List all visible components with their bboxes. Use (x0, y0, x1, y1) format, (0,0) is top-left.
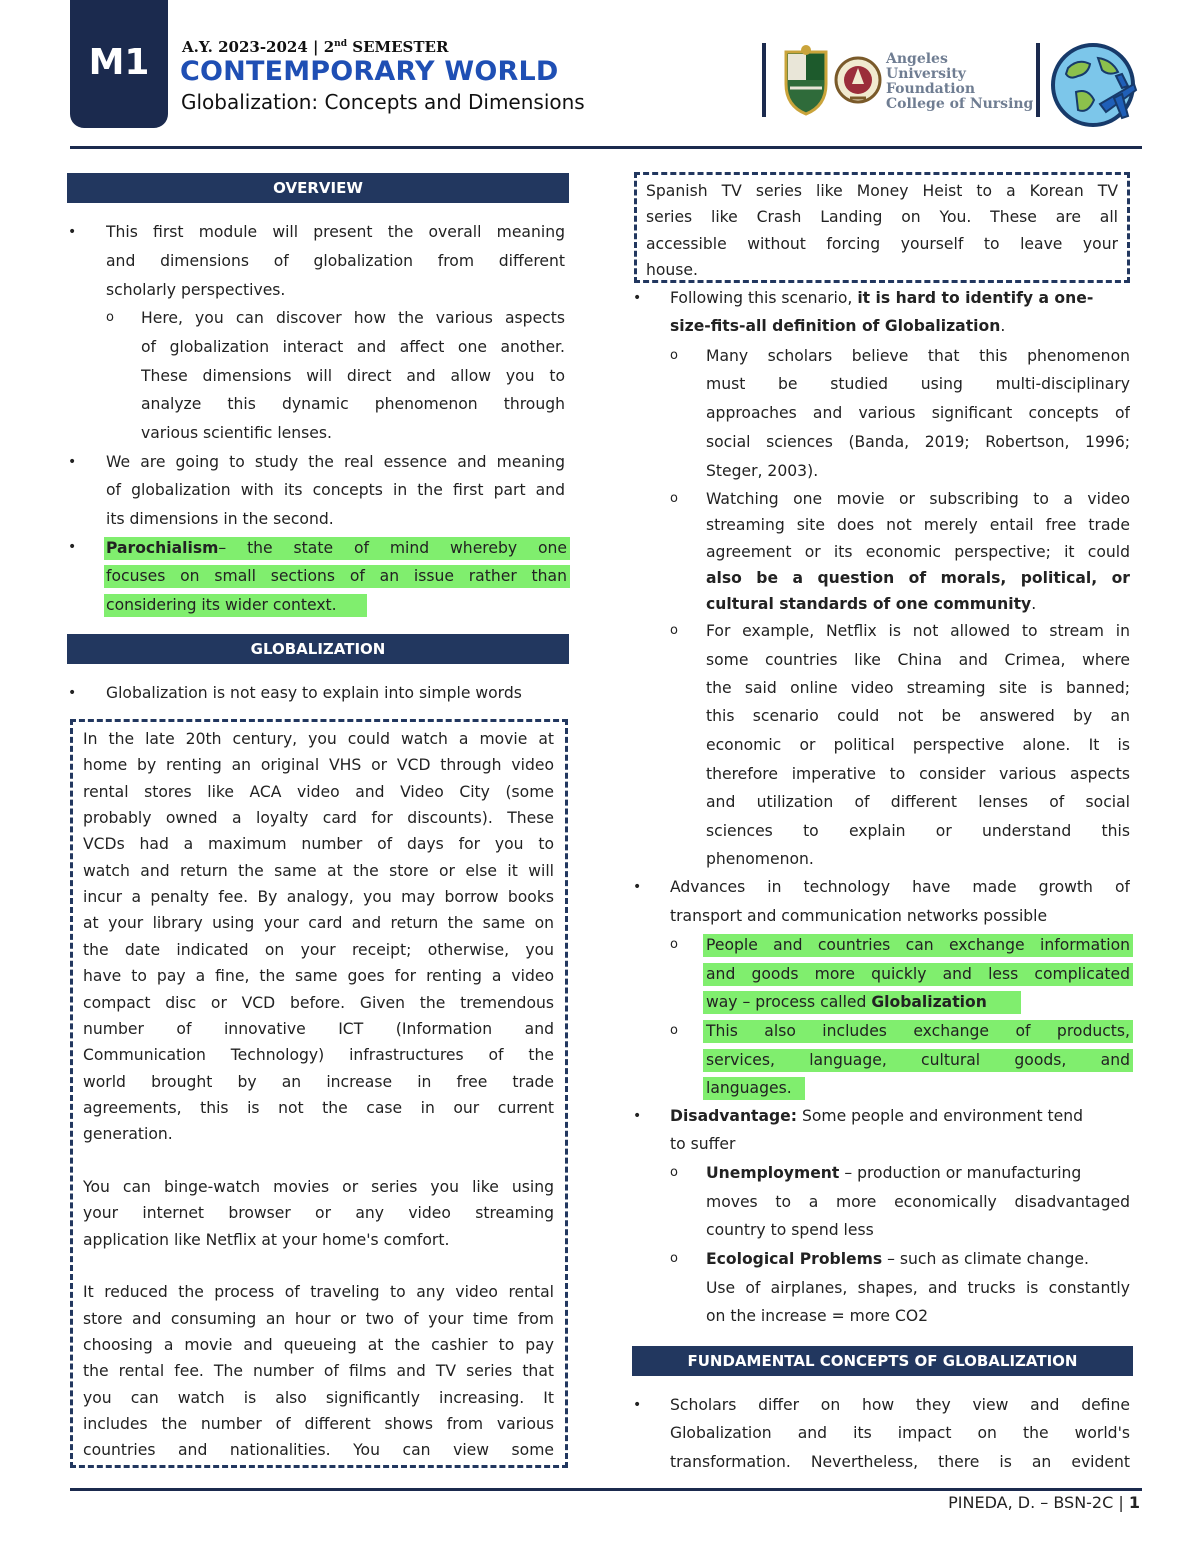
institution-line: Angeles (886, 51, 948, 67)
box-text-line: generation. (83, 1125, 173, 1143)
text-line: analyze this dynamic phenomenon through (141, 395, 565, 413)
text-line: Many scholars believe that this phenomenon (706, 347, 1130, 365)
text-line: This also includes exchange of products, (703, 1020, 1133, 1043)
box-text-line: incur a penalty fee. By analogy, you may borrow books (83, 888, 554, 906)
scenario-box-left (70, 719, 568, 1468)
text-line (670, 288, 1093, 308)
bullet-icon: • (633, 1108, 642, 1124)
globe-airplane-icon (1048, 40, 1138, 130)
sub-bullet-icon: o (670, 937, 678, 952)
text-line: Advances in technology have made growth of (670, 878, 1130, 896)
course-title: CONTEMPORARY WORLD (180, 56, 559, 87)
box-text-line: agreements, this is not the case in our current (83, 1099, 554, 1117)
scenario-plain: Following this scenario, (670, 289, 858, 307)
box-text-line: In the late 20th century, you could watch a movie at (83, 730, 554, 748)
text-line: Watching one movie or subscribing to a video (706, 490, 1130, 508)
text-line: to suffer (670, 1135, 736, 1153)
text-line: Steger, 2003). (706, 462, 819, 480)
bullet-icon: • (68, 224, 77, 240)
text-line: therefore imperative to consider various aspects (706, 765, 1130, 783)
text-line: and utilization of different lenses of social (706, 793, 1130, 811)
text-line: Globalization is not easy to explain into simple words (106, 684, 522, 702)
people-bold: Globalization (871, 993, 987, 1011)
sub-bullet-icon: o (670, 348, 678, 363)
module-title: Globalization: Concepts and Dimensions (181, 90, 585, 114)
bullet-icon: • (68, 454, 77, 470)
box-text-line: world brought by an increase in free trade (83, 1073, 554, 1091)
box-text-line: choosing a movie and queueing at the cashier to pay (83, 1336, 554, 1354)
text-line (706, 1249, 1089, 1269)
text-line: this scenario could not be answered by an (706, 707, 1130, 725)
box-text-line: at your library using your card and return the same on (83, 914, 554, 932)
semester-suffix: nd (334, 39, 347, 49)
text-line: transformation. Nevertheless, there is an evident (670, 1453, 1130, 1471)
box-text-line: probably owned a loyalty card for discounts). These (83, 809, 554, 827)
college-seal-icon (834, 44, 882, 116)
text-line: Scholars differ on how they view and define (670, 1396, 1130, 1414)
box-text-line: have to pay a fine, the same goes for renting a video (83, 967, 554, 985)
box-text-line: rental stores like ACA video and Video City (some (83, 783, 554, 801)
section-overview: OVERVIEW (67, 173, 569, 203)
text-line: This first module will present the overall meaning (106, 223, 565, 241)
university-seal-icon (782, 44, 830, 116)
sub-bullet-icon: o (106, 310, 114, 325)
text-line: country to spend less (706, 1221, 874, 1239)
text-line: languages. (703, 1077, 805, 1100)
text-line (670, 316, 1005, 336)
module-badge (70, 0, 168, 128)
text-line: considering its wider context. (104, 594, 367, 617)
academic-year (182, 38, 448, 56)
page-footer (948, 1493, 1140, 1512)
semester-ordinal: 2 (323, 38, 335, 56)
box-text-line: It reduced the process of traveling to any video rental (83, 1283, 554, 1301)
sub2-bold: cultural standards of one community (706, 595, 1032, 613)
parochialism-term: Parochialism (106, 539, 219, 557)
text-line: services, language, cultural goods, and (703, 1049, 1133, 1072)
academic-year-text: A.Y. 2023-2024 | (182, 38, 319, 56)
bullet-icon: • (68, 539, 77, 555)
box-text-line: application like Netflix at your home's comfort. (83, 1231, 450, 1249)
sub-bullet-icon: o (670, 623, 678, 638)
sub-bullet-icon: o (670, 1023, 678, 1038)
box-text-line: You can binge-watch movies or series you like using (83, 1178, 554, 1196)
page-number: 1 (1128, 1493, 1140, 1512)
ecological-term: Ecological Problems (706, 1250, 883, 1268)
disadvantage-term: Disadvantage: (670, 1107, 797, 1125)
text-line (706, 594, 1036, 614)
text-line: economic or political perspective alone. It is (706, 736, 1130, 754)
sub2-end: . (1031, 595, 1037, 613)
module-code: M1 (88, 42, 150, 83)
text-line: social sciences (Banda, 2019; Robertson, 1996; (706, 433, 1130, 451)
text-line: some countries like China and Crimea, where (706, 651, 1130, 669)
institution-line: College of Nursing (886, 96, 1034, 112)
sub-bullet-icon: o (670, 1165, 678, 1180)
text-line: various scientific lenses. (141, 424, 332, 442)
box-text-line: you can watch is also significantly increasing. It (83, 1389, 554, 1407)
institution-line: Foundation (886, 81, 976, 97)
unemployment-rest: – production or manufacturing (839, 1164, 1082, 1182)
text-line: sciences to explain or understand this (706, 822, 1130, 840)
text-line: and goods more quickly and less complicated (703, 963, 1133, 986)
text-line: series like Crash Landing on You. These are all (646, 208, 1118, 226)
text-line: of globalization interact and affect one another. (141, 338, 565, 356)
section-fundamental-concepts: FUNDAMENTAL CONCEPTS OF GLOBALIZATION (632, 1346, 1133, 1376)
box-text-line: your internet browser or any video streaming (83, 1204, 554, 1222)
box-text-line: Communication Technology) infrastructures of the (83, 1046, 554, 1064)
section-globalization: GLOBALIZATION (67, 634, 569, 664)
text-line: Globalization and its impact on the world's (670, 1424, 1130, 1442)
text-line: its dimensions in the second. (106, 510, 334, 528)
text-line: agreement or its economic perspective; it could (706, 543, 1130, 561)
institution-name (886, 52, 1033, 112)
footer-author: PINEDA, D. – BSN-2C | (948, 1493, 1124, 1512)
text-line: People and countries can exchange information (703, 934, 1133, 957)
box-text-line (83, 1256, 554, 1276)
people-plain: way – process called (706, 993, 872, 1011)
box-text-line: watch and return the same at the store or else it will (83, 862, 554, 880)
scenario-end: . (1000, 317, 1006, 335)
scenario-bold: it is hard to identify a one- (857, 289, 1094, 307)
text-line: approaches and various significant concepts of (706, 404, 1130, 422)
footer-rule (70, 1488, 1142, 1491)
bullet-icon: • (68, 685, 77, 701)
text-line: accessible without forcing yourself to leave your (646, 235, 1118, 253)
text-line: of globalization with its concepts in the first part and (106, 481, 565, 499)
box-text-line: includes the number of different shows from various (83, 1415, 554, 1433)
sub-bullet-icon: o (670, 1251, 678, 1266)
text-line (670, 1106, 1083, 1126)
text-line: on the increase = more CO2 (706, 1307, 929, 1325)
text-line: focuses on small sections of an issue rather than (104, 565, 570, 588)
text-line: the said online video streaming site is banned; (706, 679, 1130, 697)
text-line: phenomenon. (706, 850, 814, 868)
text-line: and dimensions of globalization from different (106, 252, 565, 270)
box-text-line: VCDs had a maximum number of days for you to (83, 835, 554, 853)
semester-word: SEMESTER (352, 38, 449, 56)
text-line (706, 1163, 1081, 1183)
text-line: Spanish TV series like Money Heist to a Korean TV (646, 182, 1118, 200)
box-text-line: countries and nationalities. You can view some (83, 1441, 554, 1459)
text-line: moves to a more economically disadvantaged (706, 1193, 1130, 1211)
bullet-icon: • (633, 290, 642, 306)
text-line: scholarly perspectives. (106, 281, 286, 299)
text-line: These dimensions will direct and allow you to (141, 367, 565, 385)
text-line: transport and communication networks possible (670, 907, 1048, 925)
bullet-icon: • (633, 1397, 642, 1413)
text-line: For example, Netflix is not allowed to stream in (706, 622, 1130, 640)
box-text-line: compact disc or VCD before. Given the tremendous (83, 994, 554, 1012)
scenario-bold: size-fits-all definition of Globalization (670, 317, 1001, 335)
bullet-icon: • (633, 879, 642, 895)
institution-line: University (886, 66, 966, 82)
header-divider-left (762, 43, 766, 117)
unemployment-term: Unemployment (706, 1164, 840, 1182)
text-line: Here, you can discover how the various aspects (141, 309, 565, 327)
text-line: also be a question of morals, political, or (706, 569, 1130, 587)
header-divider-right (1036, 43, 1040, 117)
text-line: house. (646, 261, 698, 279)
box-text-line: number of innovative ICT (Information and (83, 1020, 554, 1038)
box-text-line: the rental fee. The number of films and TV series that (83, 1362, 554, 1380)
text-line: streaming site does not merely entail free trade (706, 516, 1130, 534)
box-text-line: home by renting an original VHS or VCD through video (83, 756, 554, 774)
parochialism-line (104, 537, 570, 560)
sub-bullet-icon: o (670, 491, 678, 506)
ecological-rest: – such as climate change. (882, 1250, 1089, 1268)
box-text-line (83, 1151, 554, 1171)
text-line: – the state of mind whereby one (218, 539, 567, 557)
box-text-line: the date indicated on your receipt; otherwise, you (83, 941, 554, 959)
box-text-line: store and consuming an hour or two of your time from (83, 1310, 554, 1328)
disadvantage-rest: Some people and environment tend (797, 1107, 1084, 1125)
text-line: must be studied using multi-disciplinary (706, 375, 1130, 393)
text-line: Use of airplanes, shapes, and trucks is constantly (706, 1279, 1130, 1297)
header-rule (70, 146, 1142, 149)
text-line: We are going to study the real essence and meaning (106, 453, 565, 471)
text-line (703, 991, 1021, 1014)
